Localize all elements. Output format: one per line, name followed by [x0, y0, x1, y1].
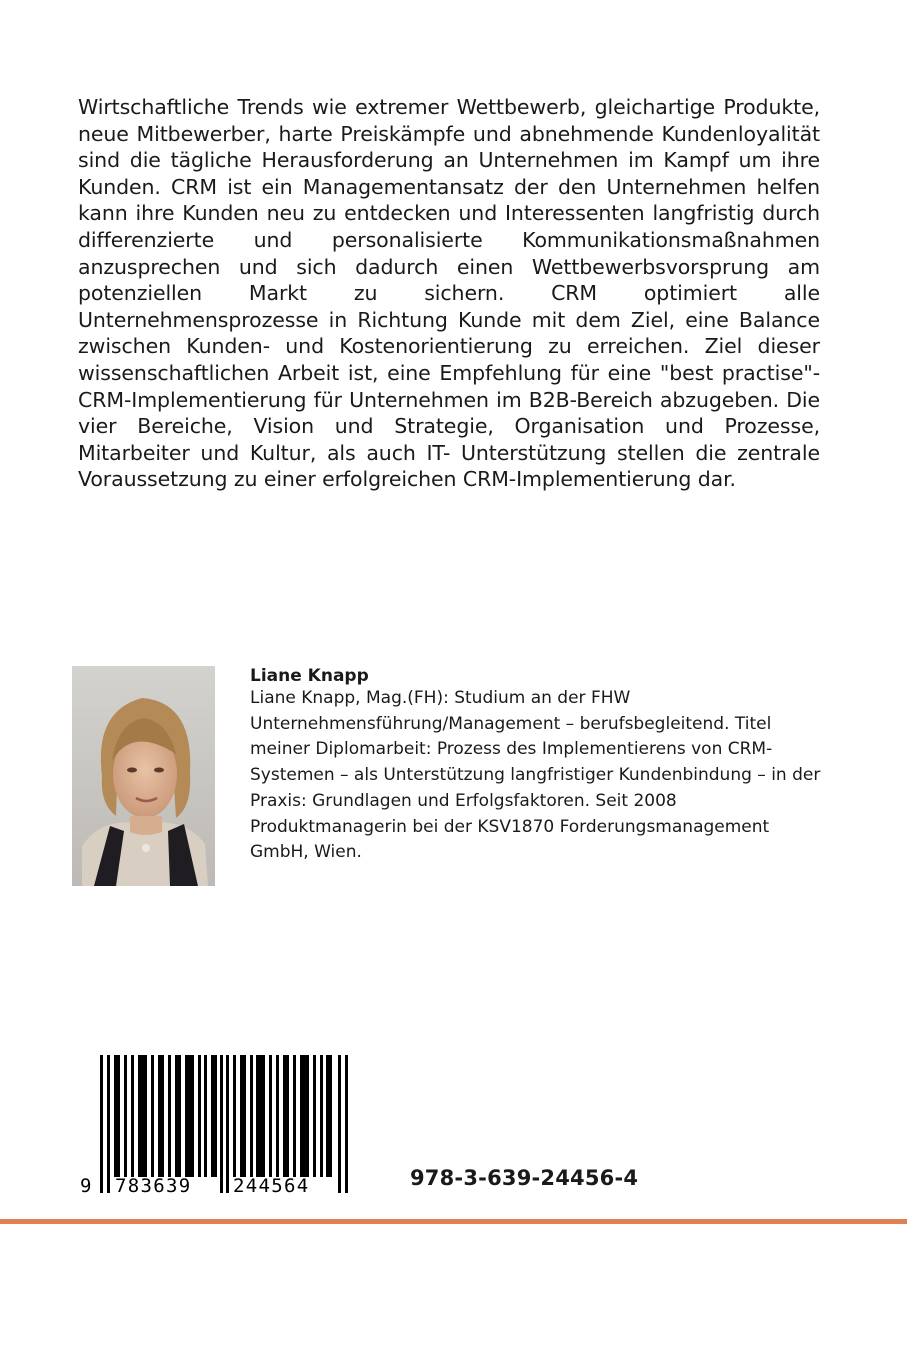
author-photo [72, 666, 215, 886]
isbn-number: 978-3-639-24456-4 [410, 1166, 639, 1190]
back-cover-blurb: Wirtschaftliche Trends wie extremer Wettbewerb, gleichartige Produkte, neue Mitbewerber, harte Preiskämpfe und abnehmende Kundenloyalität sind die tägliche Herausforderung an Unternehmen im Kampf um ihre Kunden. CRM ist ein Managementansatz der den Unternehmen helfen kann ihre Kunden neu zu entdecken und Interessenten langfristig durch differenzierte und personalisierte Kommunikationsmaßnahmen anzusprechen und sich dadurch einen Wettbewerbsvorsprung am potenziellen Markt zu sichern. CRM optimiert alle Unternehmensprozesse in Richtung Kunde mit dem Ziel, eine Balance zwischen Kunden- und Kostenorientierung zu erreichen. Ziel dieser wissenschaftlichen Arbeit ist, eine Empfehlung für eine "best practise"-CRM-Implementierung für Unternehmen im B2B-Bereich abzugeben. Die vier Bereiche, Vision und Strategie, Organisation und Prozesse, Mitarbeiter und Kultur, als auch IT- Unterstützung stellen die zentrale Voraussetzung zu einer erfolgreichen CRM-Implementierung dar. [78, 95, 820, 492]
accent-rule [0, 1219, 907, 1224]
barcode-digits-left: 783639 [115, 1175, 192, 1195]
barcode-digits-right: 244564 [233, 1175, 310, 1195]
author-name: Liane Knapp [250, 666, 369, 686]
author-bio: Liane Knapp, Mag.(FH): Studium an der FHW Unternehmensführung/Management – berufsbegleitend. Titel meiner Diplomarbeit: Prozess des Implementierens von CRM-Systemen – als Unterstützung langfristiger Kundenbindung – in der Praxis: Grundlagen und Erfolgsfaktoren. Seit 2008 Produktmanagerin bei der KSV1870 Forderungsmanagement GmbH, Wien. [250, 688, 821, 863]
isbn-barcode [80, 1055, 356, 1195]
barcode-digit-first: 9 [80, 1175, 92, 1195]
